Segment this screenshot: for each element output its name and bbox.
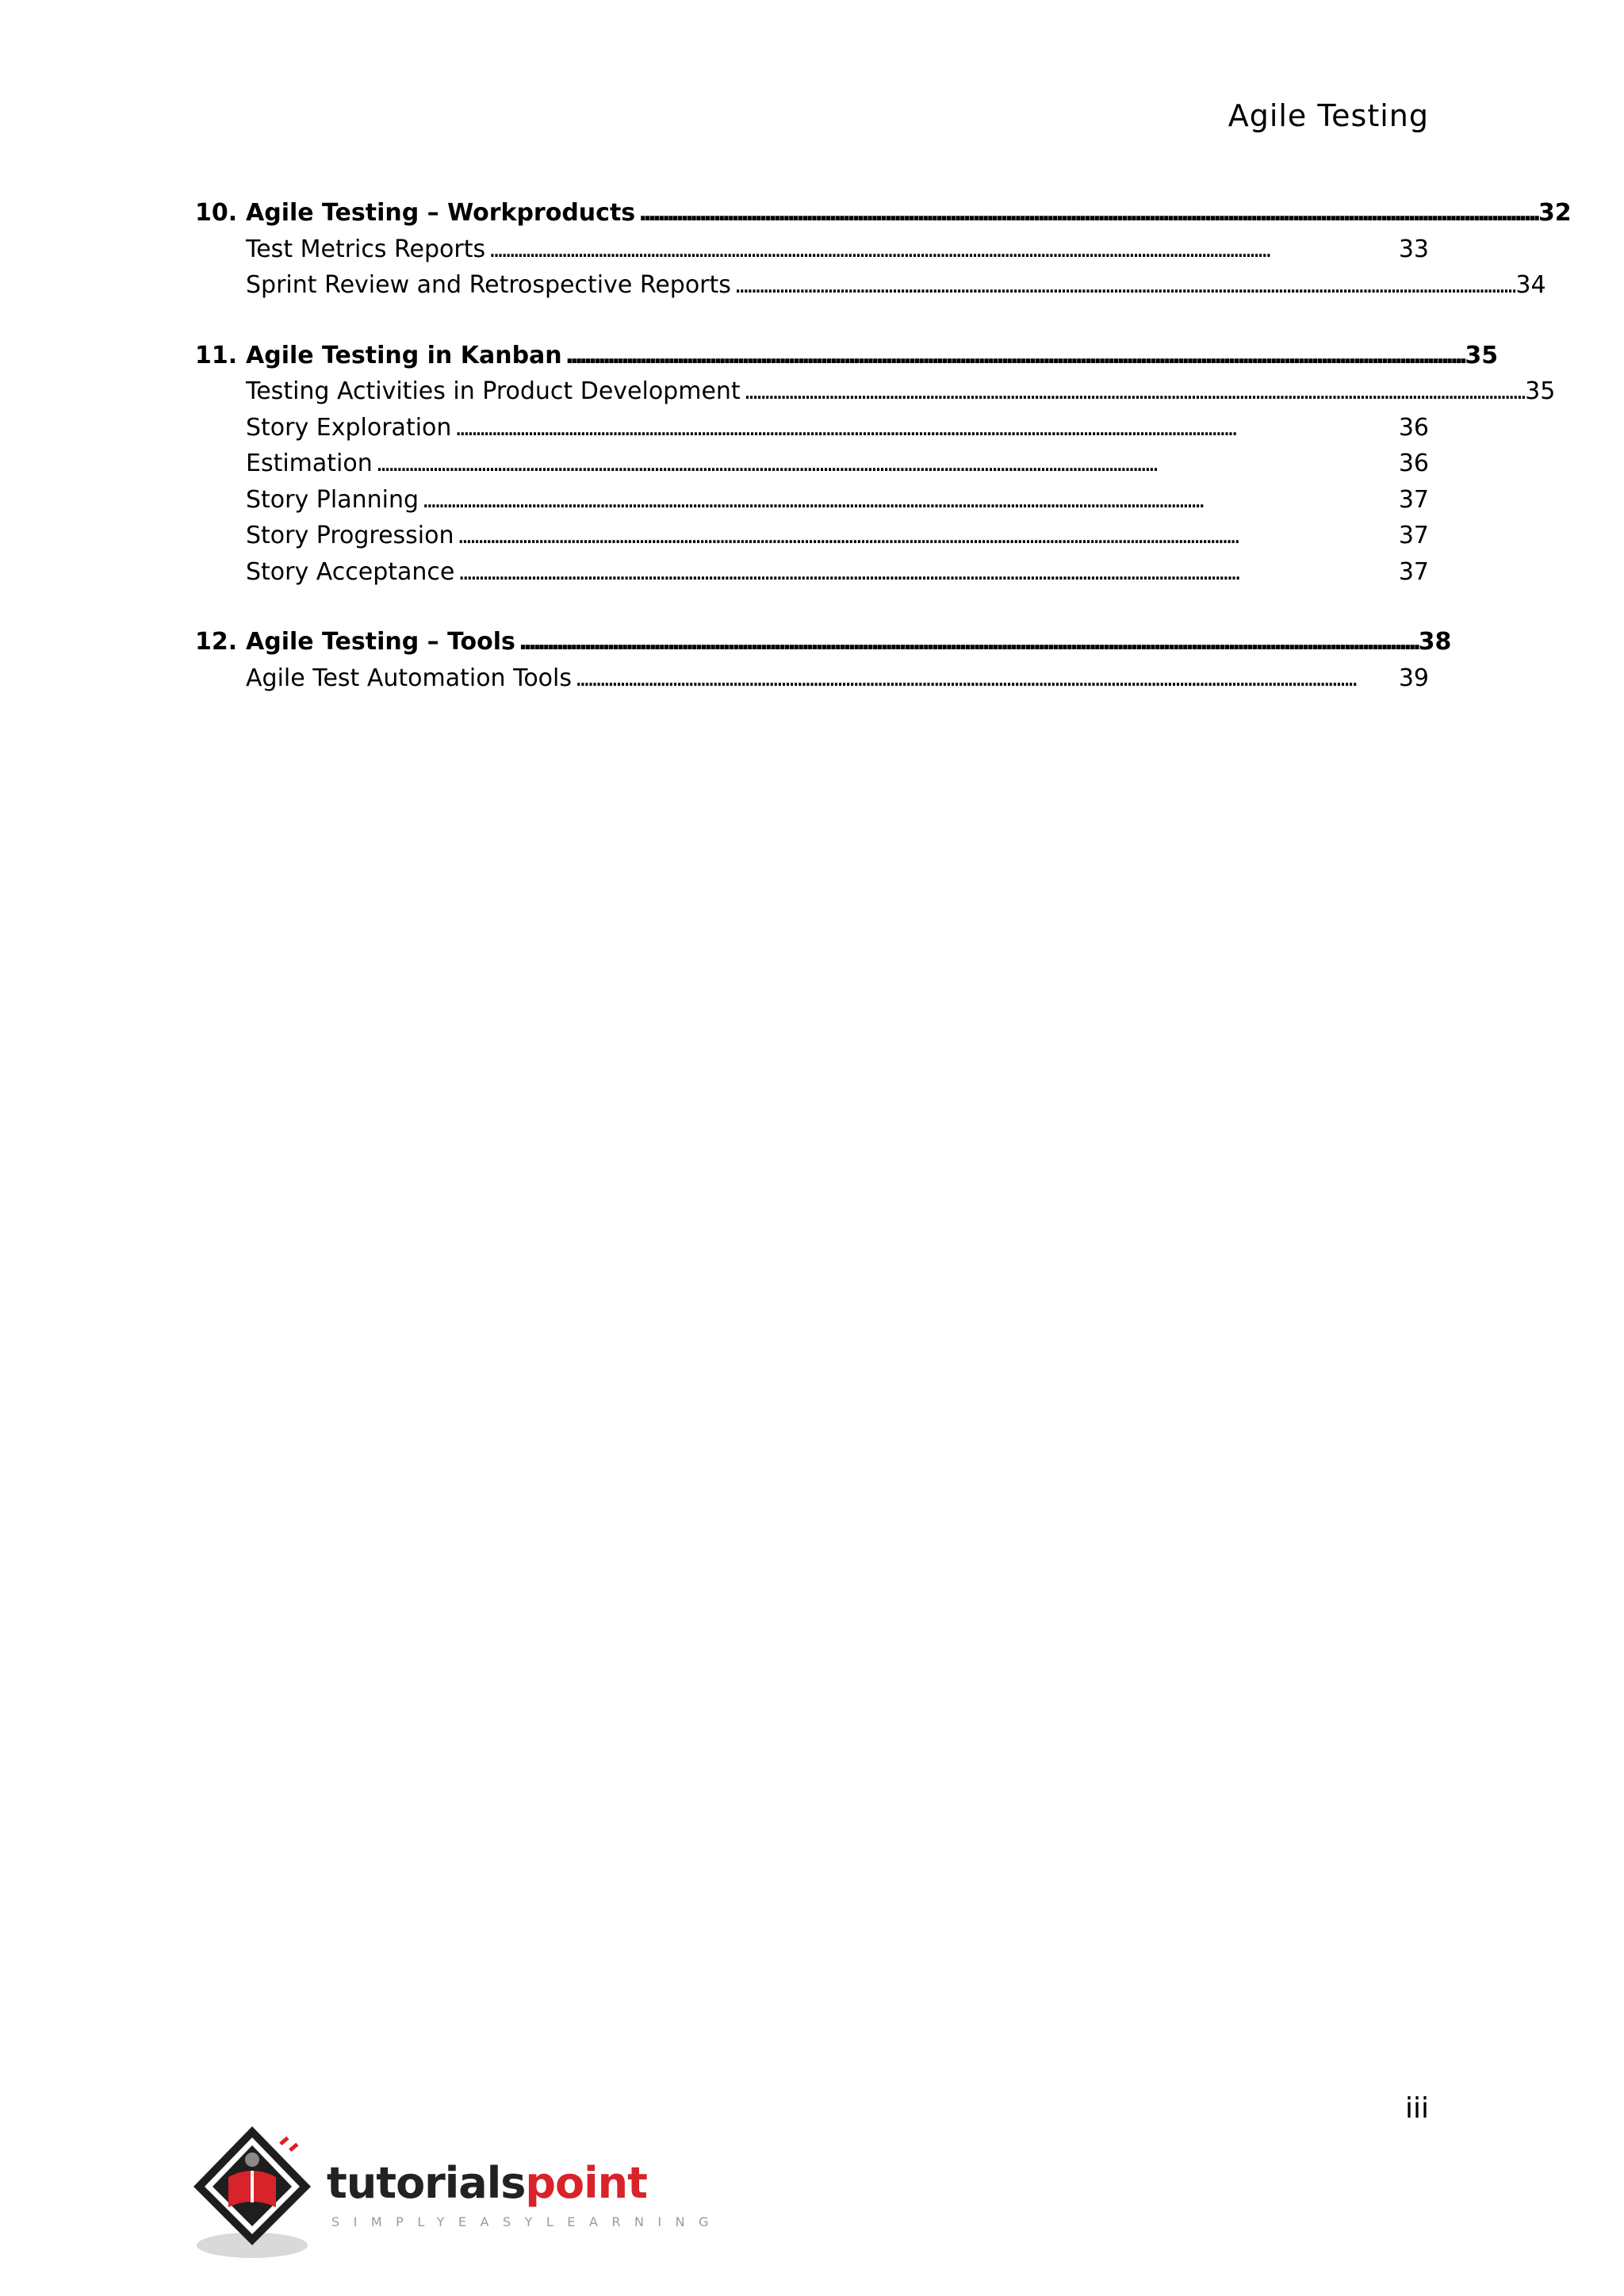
dot-leader xyxy=(376,446,1396,482)
dot-leader xyxy=(744,373,1522,410)
section-page-number: 37 xyxy=(1398,485,1429,514)
toc-entry-section[interactable] xyxy=(195,232,1429,268)
chapter-title: Agile Testing in Kanban xyxy=(246,341,562,369)
dot-leader xyxy=(458,518,1396,554)
toc-entry-section[interactable] xyxy=(195,373,1556,410)
section-page-number: 37 xyxy=(1398,522,1429,549)
toc-entry-section[interactable] xyxy=(195,554,1429,591)
toc-entry-section[interactable] xyxy=(195,267,1546,304)
dot-leader xyxy=(454,410,1395,446)
section-title: Story Planning xyxy=(246,485,419,514)
logo-accent xyxy=(289,2143,298,2152)
logo-accent xyxy=(279,2137,289,2146)
chapter-page-number: 32 xyxy=(1538,199,1572,227)
toc-chapter-12 xyxy=(195,624,1452,696)
section-title: Testing Activities in Product Development xyxy=(246,377,741,405)
section-page-number: 34 xyxy=(1515,271,1546,299)
logo-tagline: SIMPLYEASYLEARNING xyxy=(331,2214,723,2229)
logo-wordmark: tutorialspoint xyxy=(327,2158,647,2208)
dot-leader xyxy=(458,554,1395,591)
section-page-number: 33 xyxy=(1398,235,1429,263)
toc-entry-section[interactable] xyxy=(195,410,1429,446)
dot-leader xyxy=(422,482,1396,519)
toc-entry-section[interactable] xyxy=(195,518,1429,554)
chapter-page-number: 38 xyxy=(1418,628,1452,656)
section-page-number: 39 xyxy=(1398,664,1429,692)
logo-head xyxy=(245,2152,259,2167)
section-title: Story Progression xyxy=(246,522,454,549)
tutorialspoint-logo-icon xyxy=(190,2109,723,2267)
tutorialspoint-logo xyxy=(190,2109,723,2267)
section-title: Sprint Review and Retrospective Reports xyxy=(246,271,731,299)
dot-leader xyxy=(575,660,1396,697)
dot-leader xyxy=(519,624,1415,660)
dot-leader xyxy=(488,232,1396,268)
page-number: iii xyxy=(1404,2092,1429,2125)
toc-entry-section[interactable] xyxy=(195,482,1429,519)
table-of-contents xyxy=(195,195,1572,730)
chapter-number: 10. xyxy=(195,199,238,227)
chapter-page-number: 35 xyxy=(1465,341,1499,369)
section-title: Estimation xyxy=(246,450,373,477)
section-title: Story Acceptance xyxy=(246,557,455,586)
chapter-number: 11. xyxy=(195,341,238,369)
section-page-number: 36 xyxy=(1398,413,1429,442)
section-page-number: 36 xyxy=(1398,450,1429,477)
section-title: Test Metrics Reports xyxy=(246,235,486,263)
toc-entry-chapter[interactable] xyxy=(195,624,1452,660)
chapter-title: Agile Testing – Tools xyxy=(246,628,515,656)
dot-leader xyxy=(565,338,1462,374)
dot-leader xyxy=(734,267,1512,304)
section-title: Agile Test Automation Tools xyxy=(246,664,573,692)
page-header-title: Agile Testing xyxy=(1228,98,1429,133)
section-title: Story Exploration xyxy=(246,413,452,442)
section-page-number: 35 xyxy=(1525,377,1556,405)
dot-leader xyxy=(638,195,1535,232)
chapter-title: Agile Testing – Workproducts xyxy=(246,199,636,227)
toc-entry-section[interactable] xyxy=(195,660,1429,697)
toc-entry-chapter[interactable] xyxy=(195,338,1499,374)
toc-entry-chapter[interactable] xyxy=(195,195,1572,232)
chapter-number: 12. xyxy=(195,628,238,656)
section-page-number: 37 xyxy=(1398,557,1429,586)
toc-entry-section[interactable] xyxy=(195,446,1429,482)
toc-chapter-10 xyxy=(195,195,1572,304)
toc-chapter-11 xyxy=(195,338,1556,591)
